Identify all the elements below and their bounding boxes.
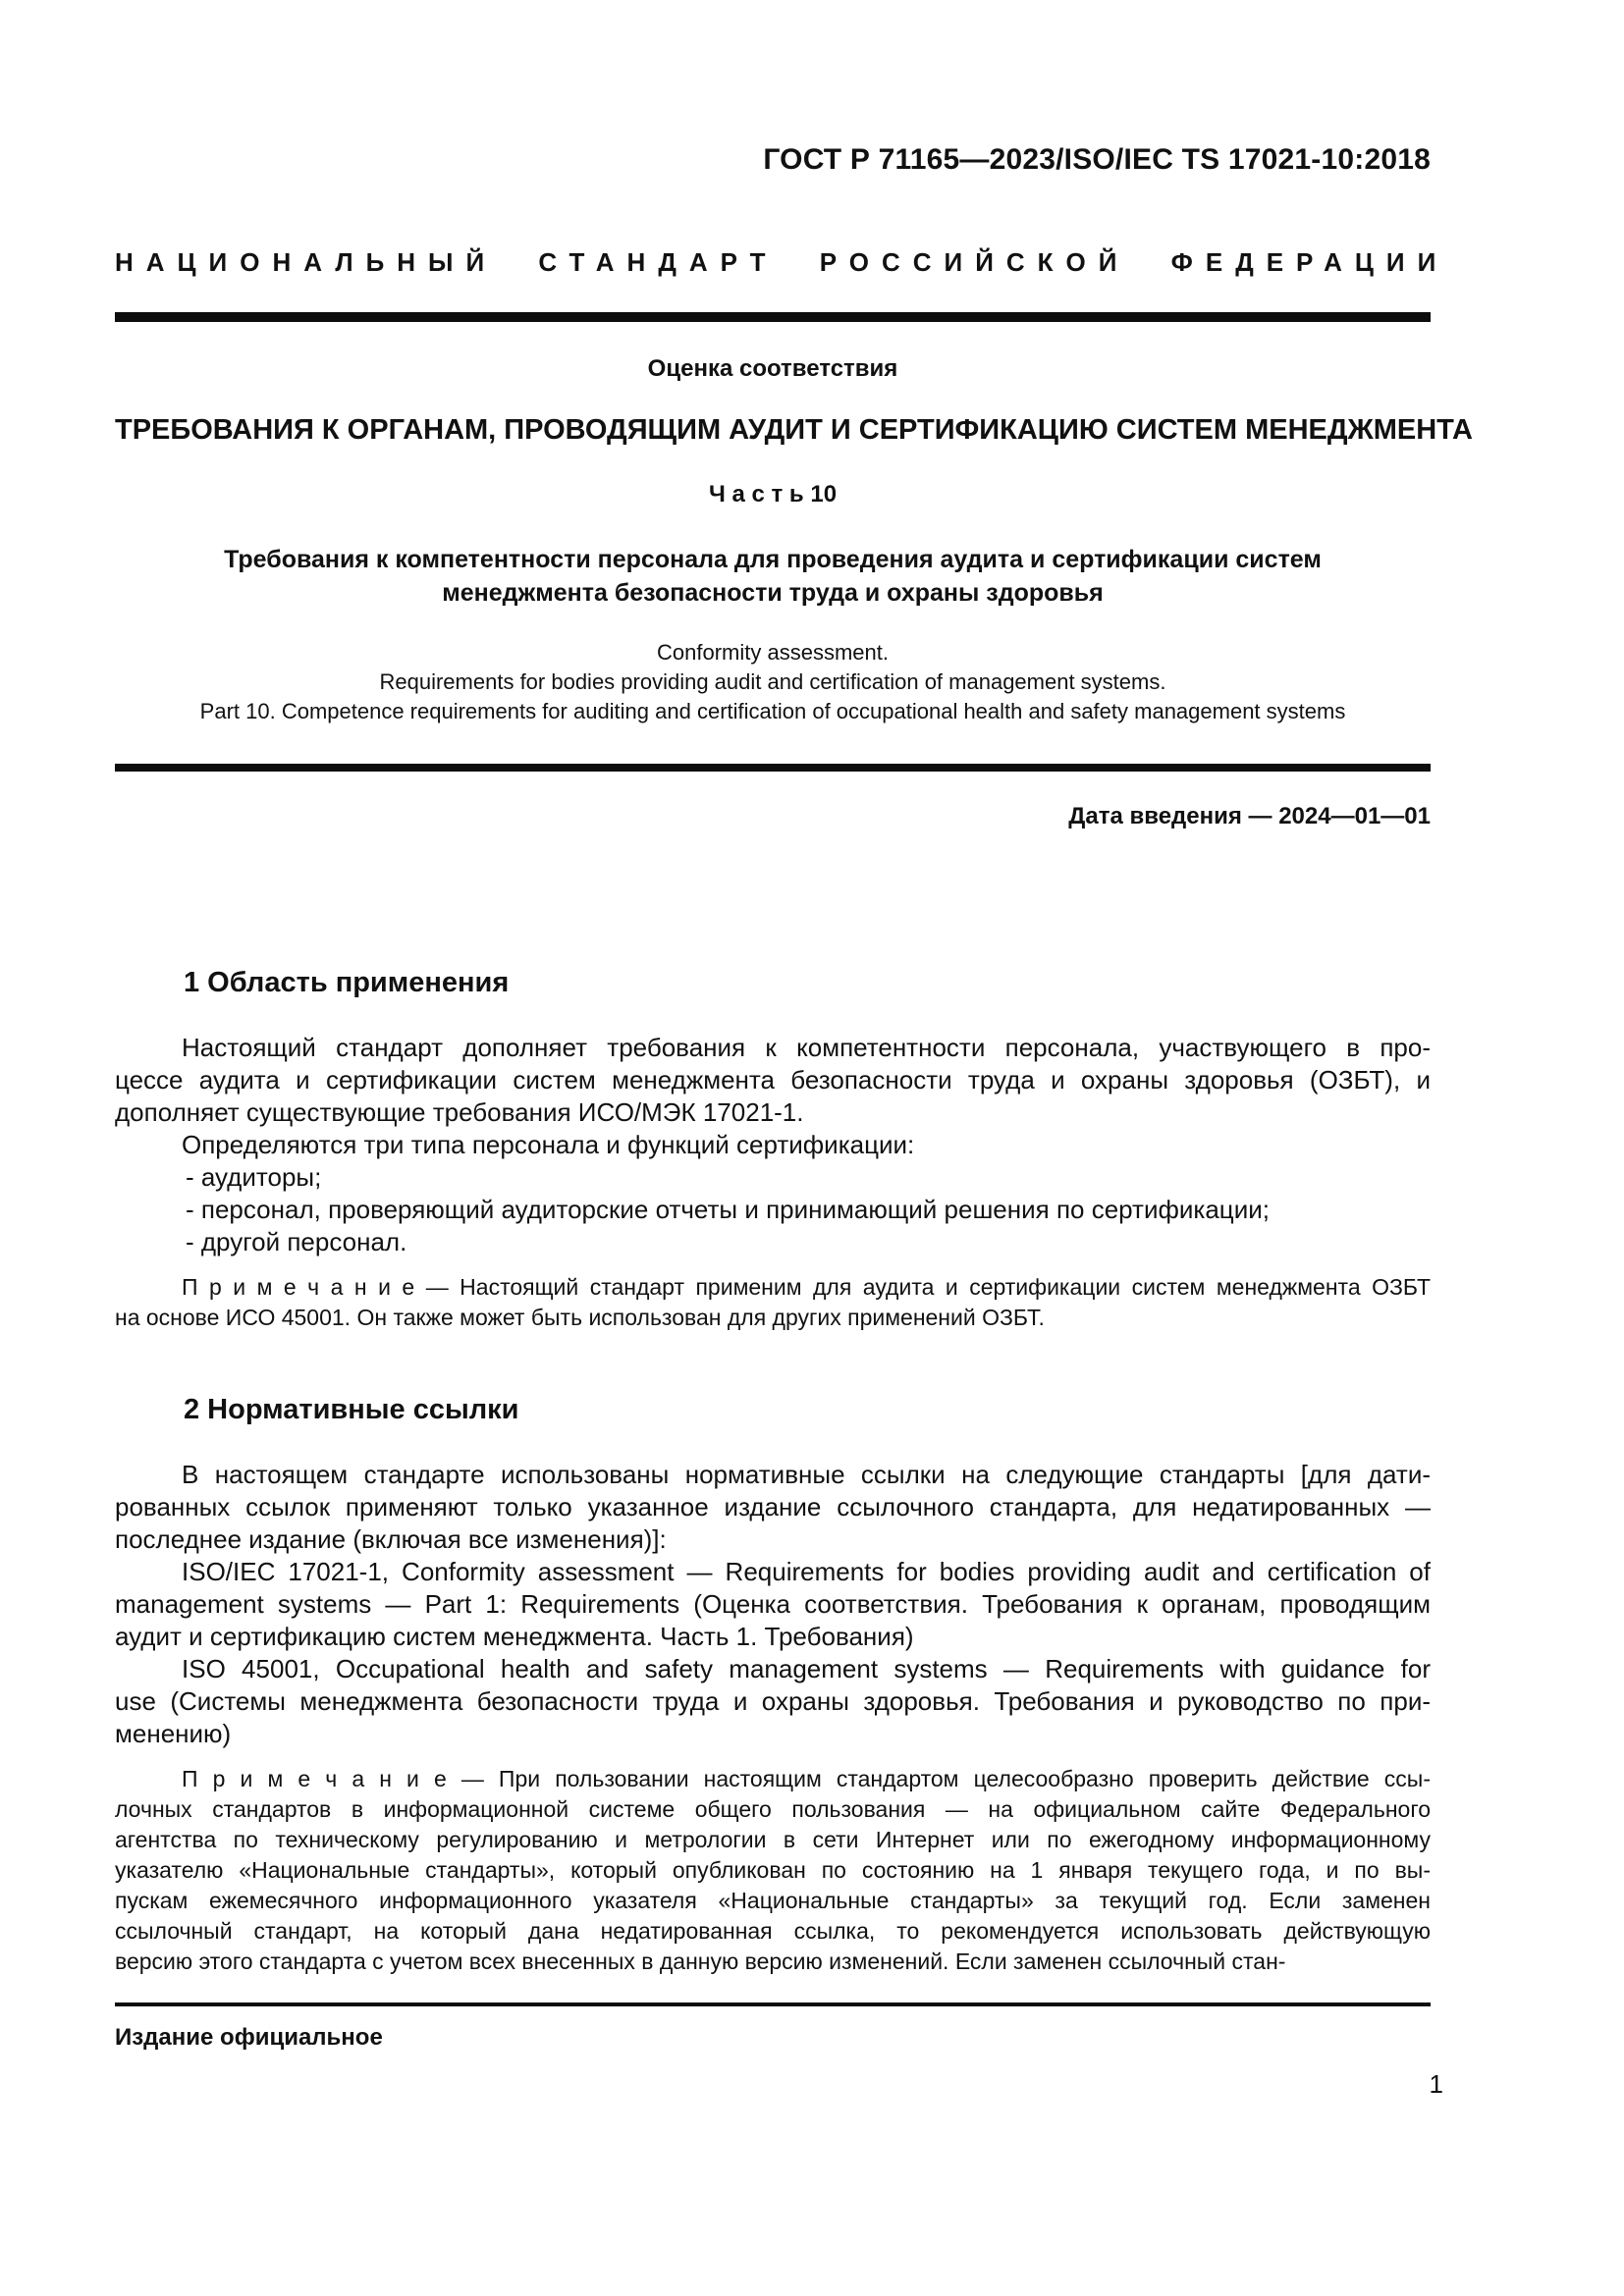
list-block: [115, 1161, 1431, 1258]
footer-divider-rule: [115, 2002, 1431, 2006]
paragraph-line: management systems — Part 1: Requirements (Оценка соответствия. Требования к органам, проводящим: [115, 1589, 1431, 1619]
paragraph-line: Определяются три типа персонала и функций сертификации:: [182, 1130, 915, 1159]
paragraph-line: В настоящем стандарте использованы нормативные ссылки на следующие стандарты [для дати-: [182, 1460, 1431, 1489]
note-line: П р и м е ч а н и е — При пользовании настоящим стандартом целесообразно проверить действие ссы-: [182, 1766, 1431, 1791]
paragraph-block: [115, 1556, 1431, 1653]
list-item: - другой персонал.: [186, 1227, 407, 1256]
paragraph-line: ISO/IEC 17021-1, Conformity assessment — Requirements for bodies providing audit and certification of: [182, 1557, 1431, 1586]
paragraph-line: use (Системы менеджмента безопасности труда и охраны здоровья. Требования и руководство по при-: [115, 1686, 1431, 1716]
note-line: указателю «Национальные стандарты», который опубликован по состоянию на 1 января текущего года, и по вы-: [115, 1857, 1431, 1883]
subject-title: Оценка соответствия: [647, 355, 898, 382]
paragraph-line: ISO 45001, Occupational health and safety management systems — Requirements with guidance for: [182, 1654, 1431, 1683]
paragraph-block: [115, 1129, 1431, 1161]
section-heading: 1 Область применения: [184, 967, 510, 998]
title-bottom-divider-rule: [115, 764, 1431, 772]
main-title-ru: ТРЕБОВАНИЯ К ОРГАНАМ, ПРОВОДЯЩИМ АУДИТ И СЕРТИФИКАЦИЮ СИСТЕМ МЕНЕДЖМЕНТА: [115, 414, 1473, 446]
paragraph-block: [115, 1459, 1431, 1556]
paragraph-block: [115, 1653, 1431, 1750]
national-standard-banner: НАЦИОНАЛЬНЫЙ СТАНДАРТ РОССИЙСКОЙ ФЕДЕРАЦИИ: [115, 247, 1449, 277]
sections: [115, 965, 1431, 1977]
official-edition-note: Издание официальное: [115, 2024, 383, 2051]
subtitle-ru-line-2: менеджмента безопасности труда и охраны здоровья: [442, 579, 1104, 607]
note-line: версию этого стандарта с учетом всех внесенных в данную версию изменений. Если заменен ссылочный стан-: [115, 1949, 1286, 1974]
note-line: ссылочный стандарт, на который дана недатированная ссылка, то рекомендуется использовать действующую: [115, 1918, 1431, 1944]
note-block: [115, 1272, 1431, 1333]
subtitle-ru-line-1: Требования к компетентности персонала для проведения аудита и сертификации систем: [224, 546, 1322, 573]
paragraph-line: менению): [115, 1719, 232, 1748]
paragraph-line: последнее издание (включая все изменения)]:: [115, 1524, 667, 1554]
paragraph-line: рованных ссылок применяют только указанное издание ссылочного стандарта, для недатированных —: [115, 1492, 1431, 1522]
top-divider-rule: [115, 312, 1431, 322]
note-line: агентства по техническому регулированию и метрологии в сети Интернет или по ежегодному информационному: [115, 1827, 1431, 1852]
section-heading: 2 Нормативные ссылки: [184, 1394, 519, 1425]
title-en-line-3: Part 10. Competence requirements for auditing and certification of occupational health and safety management systems: [199, 699, 1346, 723]
list-item: - персонал, проверяющий аудиторские отчеты и принимающий решения по сертификации;: [186, 1195, 1270, 1224]
paragraph-line: цессе аудита и сертификации систем менеджмента безопасности труда и охраны здоровья (ОЗБТ), и: [115, 1065, 1431, 1095]
list-item: - аудиторы;: [186, 1162, 322, 1192]
paragraph-line: аудит и сертификацию систем менеджмента. Часть 1. Требования): [115, 1622, 914, 1651]
note-line: лочных стандартов в информационной системе общего пользования — на официальном сайте Федерального: [115, 1796, 1431, 1822]
title-en-line-1: Conformity assessment.: [657, 640, 889, 665]
title-en-line-2: Requirements for bodies providing audit and certification of management systems.: [379, 669, 1166, 694]
paragraph-block: [115, 1032, 1431, 1129]
note-line: пускам ежемесячного информационного указателя «Национальные стандарты» за текущий год. Если заменен: [115, 1888, 1431, 1913]
page-number: 1: [1429, 2069, 1443, 2099]
part-label: Ч а с т ь 10: [708, 481, 838, 507]
paragraph-line: Настоящий стандарт дополняет требования к компетентности персонала, участвующего в про-: [182, 1033, 1431, 1062]
note-block: [115, 1764, 1431, 1977]
doc-number: ГОСТ Р 71165—2023/ISO/IEC TS 17021-10:2018: [763, 143, 1431, 176]
title-en: [115, 638, 1431, 726]
note-line: на основе ИСО 45001. Он также может быть использован для других применений ОЗБТ.: [115, 1305, 1045, 1330]
subtitle-ru: [115, 543, 1431, 610]
paragraph-line: дополняет существующие требования ИСО/МЭК 17021-1.: [115, 1097, 804, 1127]
effective-date: Дата введения — 2024—01—01: [1068, 803, 1431, 829]
note-line: П р и м е ч а н и е — Настоящий стандарт применим для аудита и сертификации систем менеджмента ОЗБТ: [182, 1274, 1431, 1300]
